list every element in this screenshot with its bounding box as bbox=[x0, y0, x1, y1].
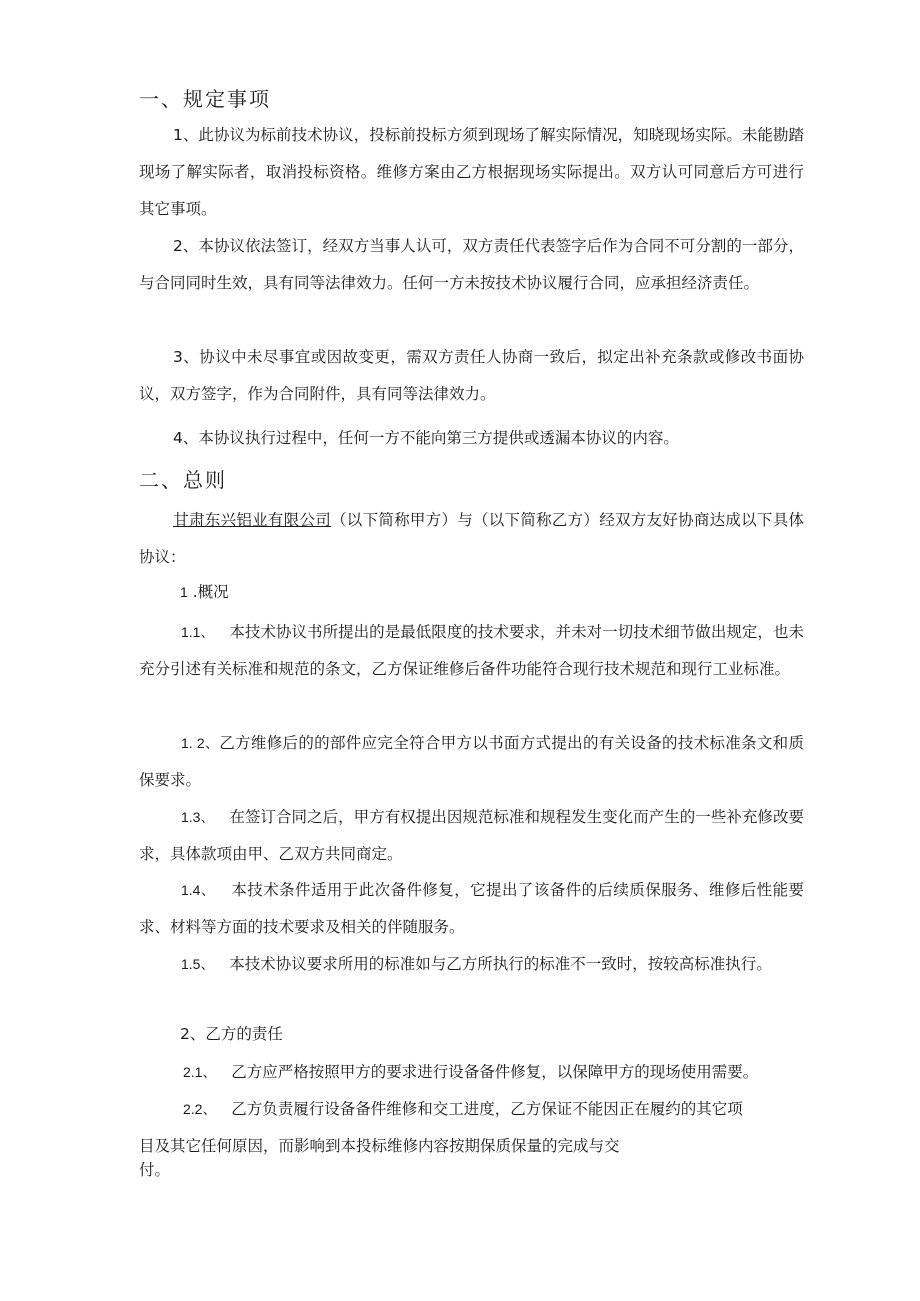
clause-1-3: 1.3、 在签订合同之后，甲方有权提出因规范标准和规程发生变化而产生的一些补充修改要求，具体款项由甲、乙双方共同商定。 bbox=[139, 808, 804, 863]
general-intro: 甘肃东兴铝业有限公司（以下简称甲方）与（以下简称乙方）经双方友好协商达成以下具体协议： bbox=[139, 511, 804, 566]
clause-1-2: 1. 2、乙方维修后的的部件应完全符合甲方以书面方式提出的有关设备的技术标准条文和质保要求。 bbox=[139, 734, 804, 789]
section-heading-rules: 一、规定事项 bbox=[139, 87, 271, 111]
section-heading-general: 二、总则 bbox=[139, 468, 227, 492]
sub-heading-overview: 1 .概况 bbox=[180, 583, 229, 601]
clause-1-4: 1.4、 本技术条件适用于此次备件修复，它提出了该备件的后续质保服务、维修后性能要求、材料等方面的技术要求及相关的伴随服务。 bbox=[139, 881, 805, 936]
rule-paragraph-3: 3、协议中未尽事宜或因故变更，需双方责任人协商一致后，拟定出补充条款或修改书面协议，双方签字，作为合同附件，具有同等法律效力。 bbox=[139, 348, 804, 403]
rule-paragraph-1: 1、此协议为标前技术协议，投标前投标方须到现场了解实际情况，知晓现场实际。未能勘踏现场了解实际者，取消投标资格。维修方案由乙方根据现场实际提出。双方认可同意后方可进行其它事项。 bbox=[139, 126, 804, 218]
clause-2-2-line-1: 2.2、 乙方负责履行设备备件维修和交工进度，乙方保证不能因正在履约的其它项 bbox=[183, 1100, 743, 1118]
company-name: 甘肃东兴铝业有限公司 bbox=[173, 511, 332, 529]
clause-1-5: 1.5、 本技术协议要求所用的标准如与乙方所执行的标准不一致时，按较高标准执行。 bbox=[181, 955, 772, 973]
sub-heading-party-b-duties: 2、乙方的责任 bbox=[180, 1025, 283, 1043]
clause-2-2-line-3: 付。 bbox=[139, 1161, 171, 1179]
clause-2-2-line-2: 目及其它任何原因，而影响到本投标维修内容按期保质保量的完成与交 bbox=[139, 1137, 620, 1155]
clause-1-1: 1.1、 本技术协议书所提出的是最低限度的技术要求，并未对一切技术细节做出规定，也未充分引述有关标准和规范的条文，乙方保证维修后备件功能符合现行技术规范和现行工业标准。 bbox=[139, 623, 804, 678]
clause-2-1: 2.1、 乙方应严格按照甲方的要求进行设备备件修复，以保障甲方的现场使用需要。 bbox=[183, 1063, 759, 1081]
rule-paragraph-4: 4、本协议执行过程中，任何一方不能向第三方提供或透漏本协议的内容。 bbox=[173, 429, 679, 447]
rule-paragraph-2: 2、本协议依法签订，经双方当事人认可，双方责任代表签字后作为合同不可分割的一部分，与合同同时生效，具有同等法律效力。任何一方未按技术协议履行合同，应承担经济责任。 bbox=[139, 237, 804, 292]
